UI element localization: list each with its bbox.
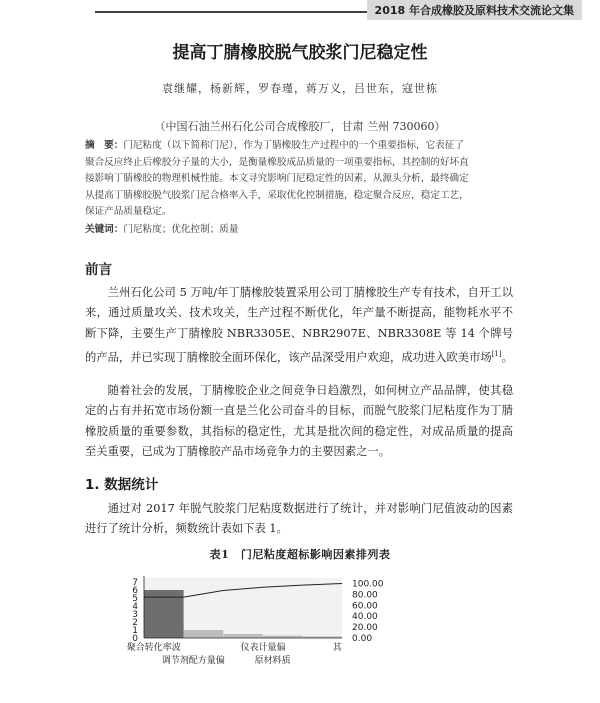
keywords-text: 门尼粘度；优化控制；质量 xyxy=(123,224,239,235)
affiliation: （中国石油兰州石化公司合成橡胶厂，甘肃 兰州 730060） xyxy=(154,120,446,133)
abstract-label: 摘 要： xyxy=(85,140,124,151)
left-tick-label: 2 xyxy=(132,618,138,628)
intro-paragraph-1-text: 兰州石化公司 5 万吨/年丁腈橡胶装置采用公司丁腈橡胶生产专有技术，自开工以来，通过质量攻关、技术攻关，生产过程不断优化，年产量不断提高，能物耗水平不断下降，主要生产丁腈橡胶 NBR3305E、NBR2907E、NBR3308E 等 14 个牌号的产品，并已实现丁腈橡胶全面环保化，该产品深受用户欢迎，成功进入欧美市场 xyxy=(85,286,513,364)
left-tick-label: 0 xyxy=(132,634,138,644)
right-tick-label: 20.00 xyxy=(352,623,378,634)
author-list: 袁继耀，杨新辉，罗春瑾，蒋万义，吕世东，寇世栋 xyxy=(162,82,438,95)
left-tick-label: 5 xyxy=(132,594,138,604)
category-label: 原材料质 xyxy=(254,656,291,666)
bar-1 xyxy=(184,630,224,638)
category-label: 其 xyxy=(332,643,342,653)
right-tick-label: 40.00 xyxy=(352,612,378,623)
category-label: 聚合转化率波 xyxy=(126,643,181,653)
table-caption: 表1 门尼粘度超标影响因素排列表 xyxy=(209,548,391,561)
pareto-chart xyxy=(120,568,440,678)
abstract xyxy=(85,138,513,221)
abstract-line-2: 聚合反应终止后橡胶分子量的大小，是衡量橡胶成品质量的一项重要指标，其控制的好坏直 xyxy=(85,156,469,168)
abstract-line-4: 从提高丁腈橡胶脱气胶浆门尼合格率入手，采取优化控制措施，稳定聚合反应，稳定工艺， xyxy=(85,189,469,201)
left-tick-label: 1 xyxy=(132,626,138,636)
citation-tail: 。 xyxy=(501,350,513,364)
keywords-label: 关键词： xyxy=(85,224,124,235)
abstract-text: 门尼粘度（以下简称门尼），作为丁腈橡胶生产过程中的一个重要指标，它表征了 xyxy=(123,140,464,151)
intro-paragraph-1 xyxy=(85,283,513,368)
right-tick-label: 100.00 xyxy=(352,579,384,590)
running-title: 2018 年合成橡胶及原料技术交流论文集 xyxy=(367,0,582,20)
abstract-line-5: 保证产品质量稳定。 xyxy=(85,206,172,217)
category-label: 仪表计量偏 xyxy=(240,643,286,653)
paper-title: 提高丁腈橡胶脱气胶浆门尼稳定性 xyxy=(172,43,428,63)
category-label: 调节剂配方量偏 xyxy=(161,656,225,666)
data-paragraph-1: 通过对 2017 年脱气胶浆门尼粘度数据进行了统计，并对影响门尼值波动的因素进行了统计分析，频数统计表如下表 1。 xyxy=(85,502,513,536)
left-tick-label: 3 xyxy=(132,610,138,620)
left-tick-label: 4 xyxy=(132,602,138,612)
bar-2 xyxy=(223,634,263,638)
left-tick-label: 6 xyxy=(132,586,138,596)
citation: [1] xyxy=(491,349,502,358)
right-tick-label: 60.00 xyxy=(352,601,378,612)
right-tick-label: 0.00 xyxy=(352,634,373,644)
right-tick-label: 80.00 xyxy=(352,590,378,601)
running-header xyxy=(0,0,600,18)
left-tick-label: 7 xyxy=(132,578,138,588)
section-heading-intro: 前言 xyxy=(85,262,112,278)
section-heading-data: 1. 数据统计 xyxy=(85,477,159,493)
intro-paragraph-2: 随着社会的发展，丁腈橡胶企业之间竞争日趋激烈，如何树立产品品牌，使其稳定的占有并拓宽市场份额一直是兰化公司奋斗的目标，而脱气胶浆门尼粘度作为丁腈橡胶质量的重要参数，其指标的稳定性，尤其是批次间的稳定性，对成品质量的提高至关重要，已成为丁腈橡胶产品市场竞争力的主要因素之一。 xyxy=(85,384,513,458)
keywords xyxy=(85,221,513,235)
abstract-line-3: 接影响丁腈橡胶的物理机械性能。本文寻究影响门尼稳定性的因素，从源头分析，最终确定 xyxy=(85,173,469,184)
abstract-line-1 xyxy=(85,138,513,155)
